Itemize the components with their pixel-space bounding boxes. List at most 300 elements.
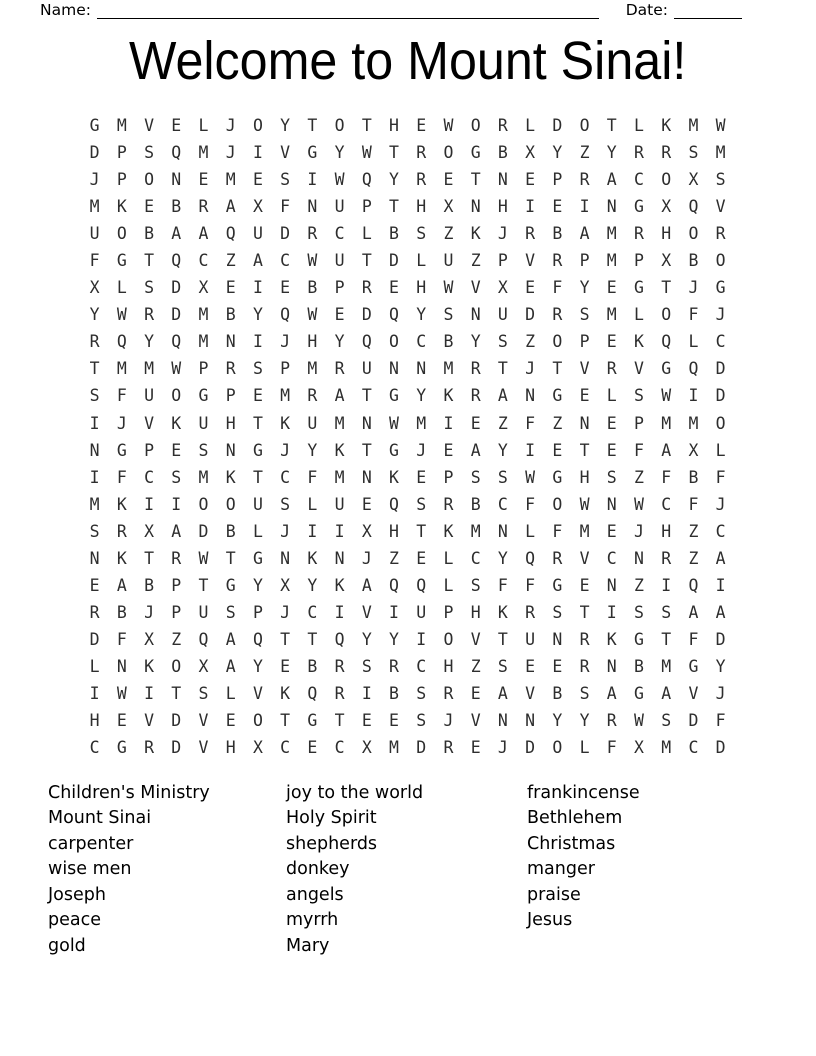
grid-letter: B xyxy=(688,467,699,487)
grid-letter: F xyxy=(116,386,127,406)
grid-letter: T xyxy=(552,359,563,379)
grid-letter: E xyxy=(416,548,427,568)
grid-letter: H xyxy=(225,413,236,433)
grid-letter: T xyxy=(606,116,617,135)
grid-letter: U xyxy=(252,494,263,514)
grid-letter: D xyxy=(361,305,372,325)
grid-letter: X xyxy=(443,197,454,217)
word-list-item: frankincense xyxy=(527,783,640,803)
grid-letter: Y xyxy=(307,440,318,460)
grid-letter: F xyxy=(525,575,536,595)
grid-letter: B xyxy=(497,143,508,163)
grid-letter: N xyxy=(171,170,182,190)
grid-letter: L xyxy=(198,116,209,135)
grid-letter: H xyxy=(497,197,508,217)
grid-letter: F xyxy=(497,575,508,595)
grid-letter: M xyxy=(198,332,209,352)
grid-letter: C xyxy=(144,467,155,487)
grid-letter: A xyxy=(715,602,726,622)
grid-letter: Q xyxy=(334,629,345,649)
grid-letter: D xyxy=(171,305,182,325)
grid-letter: R xyxy=(661,143,672,163)
grid-letter: L xyxy=(89,656,100,676)
grid-row xyxy=(81,112,734,139)
grid-letter: U xyxy=(497,305,508,325)
grid-letter: S xyxy=(470,575,481,595)
grid-letter: Q xyxy=(389,575,399,595)
grid-letter: U xyxy=(361,359,372,379)
grid-letter: P xyxy=(171,602,182,622)
word-list-item: Mount Sinai xyxy=(48,808,152,829)
grid-letter: V xyxy=(579,359,590,379)
grid-letter: W xyxy=(307,305,318,325)
grid-row xyxy=(81,301,734,328)
grid-letter: Y xyxy=(416,305,427,325)
grid-letter: O xyxy=(171,656,182,676)
grid-letter: D xyxy=(715,359,726,379)
grid-letter: E xyxy=(470,738,481,758)
grid-letter: W xyxy=(334,170,345,190)
grid-letter: E xyxy=(552,440,563,460)
grid-letter: Q xyxy=(280,305,291,325)
grid-letter: K xyxy=(661,116,672,135)
grid-letter: B xyxy=(307,278,318,298)
grid-letter: A xyxy=(661,440,672,460)
grid-letter: T xyxy=(171,683,182,703)
grid-letter: B xyxy=(307,656,318,676)
grid-letter: R xyxy=(361,278,372,298)
grid-letter: W xyxy=(525,467,536,487)
grid-letter: G xyxy=(225,575,236,595)
word-list-item: shepherds xyxy=(286,833,378,854)
grid-letter: O xyxy=(552,494,563,514)
grid-letter: T xyxy=(470,170,481,190)
grid-letter: S xyxy=(225,602,236,622)
grid-letter: Q xyxy=(171,143,182,163)
grid-letter: O xyxy=(688,224,699,244)
grid-letter: N xyxy=(497,521,508,541)
grid-row xyxy=(81,626,734,653)
grid-letter: X xyxy=(361,521,372,541)
grid-letter: Z xyxy=(552,413,563,433)
grid-letter: V xyxy=(470,711,481,731)
grid-letter: E xyxy=(89,575,100,595)
grid-letter: W xyxy=(634,494,644,514)
grid-letter: Y xyxy=(497,440,508,460)
grid-letter: C xyxy=(89,738,100,758)
grid-letter: O xyxy=(715,413,726,433)
grid-letter: N xyxy=(389,359,399,379)
grid-letter: W xyxy=(171,359,182,379)
grid-letter: X xyxy=(144,521,155,541)
grid-letter: S xyxy=(416,494,427,514)
grid-letter: N xyxy=(497,711,508,731)
grid-letter: E xyxy=(443,170,454,190)
grid-letter: F xyxy=(116,629,127,649)
grid-letter: M xyxy=(198,467,209,487)
grid-letter: W xyxy=(443,278,454,298)
grid-letter: K xyxy=(334,575,345,595)
grid-letter: P xyxy=(225,386,236,406)
grid-letter: V xyxy=(634,359,644,379)
grid-letter: R xyxy=(579,170,590,190)
grid-letter: F xyxy=(661,467,672,487)
grid-letter: T xyxy=(280,711,291,731)
grid-row xyxy=(81,572,734,599)
grid-letter: N xyxy=(634,548,644,568)
grid-letter: L xyxy=(225,683,236,703)
grid-letter: J xyxy=(715,305,726,325)
grid-letter: R xyxy=(334,359,345,379)
grid-letter: I xyxy=(89,467,100,487)
grid-letter: N xyxy=(470,305,481,325)
grid-letter: E xyxy=(552,197,563,217)
grid-letter: N xyxy=(307,197,318,217)
grid-letter: G xyxy=(470,143,481,163)
grid-letter: K xyxy=(443,521,454,541)
grid-letter: Y xyxy=(307,575,318,595)
grid-letter: C xyxy=(661,494,672,514)
grid-letter: O xyxy=(661,305,672,325)
grid-letter: Y xyxy=(252,656,263,676)
grid-row xyxy=(81,328,734,355)
grid-letter: M xyxy=(389,738,399,758)
grid-letter: H xyxy=(661,521,672,541)
word-list-item: Children's Ministry xyxy=(48,783,210,803)
grid-letter: L xyxy=(416,251,427,271)
grid-letter: J xyxy=(688,278,699,298)
grid-letter: E xyxy=(307,738,318,758)
grid-letter: B xyxy=(688,251,699,271)
grid-letter: S xyxy=(252,359,263,379)
grid-letter: M xyxy=(661,413,672,433)
grid-letter: P xyxy=(361,197,372,217)
grid-letter: L xyxy=(606,386,617,406)
grid-letter: W xyxy=(116,305,127,325)
grid-letter: Q xyxy=(661,332,672,352)
grid-letter: T xyxy=(307,116,318,135)
word-list-item: angels xyxy=(286,884,344,905)
grid-letter: N xyxy=(361,413,372,433)
grid-letter: C xyxy=(470,548,481,568)
grid-letter: M xyxy=(116,359,127,379)
grid-letter: J xyxy=(144,602,155,622)
grid-letter: W xyxy=(715,116,726,135)
grid-letter: Z xyxy=(688,548,699,568)
grid-letter: Y xyxy=(606,143,617,163)
grid-letter: W xyxy=(361,143,372,163)
grid-letter: E xyxy=(252,170,263,190)
grid-letter: Y xyxy=(252,575,263,595)
grid-letter: R xyxy=(470,359,481,379)
grid-letter: S xyxy=(198,440,209,460)
grid-letter: Q xyxy=(416,575,427,595)
grid-letter: Q xyxy=(171,251,182,271)
grid-letter: E xyxy=(606,413,617,433)
grid-letter: W xyxy=(661,386,672,406)
word-list-item: praise xyxy=(527,884,581,905)
grid-letter: W xyxy=(443,116,454,135)
grid-letter: A xyxy=(252,251,263,271)
grid-letter: S xyxy=(688,143,699,163)
grid-letter: A xyxy=(225,629,236,649)
grid-letter: U xyxy=(198,413,209,433)
grid-letter: C xyxy=(280,467,291,487)
grid-letter: C xyxy=(307,602,318,622)
grid-letter: U xyxy=(334,251,345,271)
grid-row xyxy=(81,653,734,680)
grid-letter: D xyxy=(715,629,726,649)
grid-letter: M xyxy=(198,143,209,163)
grid-letter: G xyxy=(715,278,726,298)
grid-letter: H xyxy=(307,332,318,352)
grid-letter: W xyxy=(307,251,318,271)
grid-letter: L xyxy=(634,305,644,325)
grid-letter: M xyxy=(416,413,427,433)
grid-letter: L xyxy=(361,224,372,244)
grid-letter: T xyxy=(416,521,427,541)
grid-letter: Q xyxy=(361,170,372,190)
grid-letter: N xyxy=(579,413,590,433)
grid-letter: A xyxy=(497,683,508,703)
grid-letter: K xyxy=(307,548,318,568)
grid-letter: R xyxy=(634,143,644,163)
grid-letter: E xyxy=(606,332,617,352)
grid-row xyxy=(81,599,734,626)
grid-letter: E xyxy=(416,116,427,135)
grid-letter: A xyxy=(688,602,699,622)
grid-letter: I xyxy=(252,143,263,163)
grid-row xyxy=(81,464,734,491)
grid-letter: I xyxy=(389,602,399,622)
grid-letter: C xyxy=(416,332,427,352)
grid-letter: F xyxy=(606,738,617,758)
grid-letter: N xyxy=(416,359,427,379)
grid-letter: P xyxy=(579,251,590,271)
grid-letter: J xyxy=(443,711,454,731)
grid-letter: E xyxy=(525,656,536,676)
grid-letter: P xyxy=(171,575,182,595)
grid-letter: Q xyxy=(116,332,127,352)
grid-letter: M xyxy=(116,116,127,135)
grid-letter: M xyxy=(89,494,100,514)
grid-letter: V xyxy=(361,602,372,622)
grid-letter: G xyxy=(634,629,644,649)
grid-letter: I xyxy=(606,602,617,622)
grid-letter: G xyxy=(252,548,263,568)
grid-letter: F xyxy=(688,494,699,514)
grid-row xyxy=(81,491,734,518)
grid-letter: F xyxy=(552,278,563,298)
grid-letter: A xyxy=(470,440,481,460)
grid-letter: O xyxy=(443,143,454,163)
grid-letter: G xyxy=(89,116,100,135)
grid-letter: Z xyxy=(470,656,481,676)
grid-letter: Z xyxy=(579,143,590,163)
grid-letter: D xyxy=(89,143,100,163)
grid-letter: G xyxy=(307,143,318,163)
grid-letter: Y xyxy=(416,386,427,406)
grid-letter: N xyxy=(89,440,100,460)
grid-letter: J xyxy=(715,494,726,514)
grid-letter: T xyxy=(361,116,372,135)
grid-letter: F xyxy=(688,305,699,325)
word-list-item: peace xyxy=(48,910,101,931)
grid-letter: V xyxy=(144,711,155,731)
grid-letter: N xyxy=(525,386,536,406)
grid-letter: Y xyxy=(334,332,345,352)
grid-letter: B xyxy=(116,602,127,622)
grid-letter: I xyxy=(144,494,155,514)
grid-letter: P xyxy=(579,332,590,352)
grid-letter: J xyxy=(280,332,291,352)
grid-letter: H xyxy=(389,521,399,541)
grid-letter: M xyxy=(144,359,155,379)
grid-letter: A xyxy=(661,683,672,703)
grid-letter: V xyxy=(525,251,536,271)
grid-letter: T xyxy=(661,278,672,298)
grid-letter: E xyxy=(443,440,454,460)
grid-letter: Z xyxy=(470,251,481,271)
grid-letter: P xyxy=(443,467,454,487)
grid-letter: E xyxy=(389,711,399,731)
grid-letter: T xyxy=(307,629,318,649)
grid-letter: O xyxy=(552,332,563,352)
grid-letter: F xyxy=(525,494,536,514)
word-list-item: Bethlehem xyxy=(527,808,623,829)
grid-letter: E xyxy=(579,575,590,595)
grid-letter: C xyxy=(334,738,345,758)
grid-letter: H xyxy=(389,116,399,135)
grid-letter: H xyxy=(416,197,427,217)
grid-letter: G xyxy=(389,386,399,406)
grid-letter: F xyxy=(634,440,644,460)
grid-letter: T xyxy=(280,629,291,649)
grid-letter: I xyxy=(361,683,372,703)
grid-letter: K xyxy=(171,413,182,433)
grid-letter: F xyxy=(525,413,536,433)
grid-row xyxy=(81,166,734,193)
grid-letter: X xyxy=(361,738,372,758)
grid-letter: G xyxy=(116,440,127,460)
grid-letter: N xyxy=(497,170,508,190)
grid-letter: B xyxy=(389,224,399,244)
grid-letter: J xyxy=(361,548,372,568)
grid-letter: M xyxy=(606,251,617,271)
grid-letter: B xyxy=(552,224,563,244)
grid-letter: R xyxy=(389,656,399,676)
grid-letter: B xyxy=(225,305,236,325)
date-label: Date: xyxy=(625,1,668,19)
grid-letter: Q xyxy=(688,197,699,217)
grid-letter: V xyxy=(144,413,155,433)
grid-letter: Y xyxy=(579,711,590,731)
grid-letter: I xyxy=(307,170,318,190)
grid-letter: R xyxy=(443,683,454,703)
word-list-item: donkey xyxy=(286,859,350,880)
grid-letter: Z xyxy=(443,224,454,244)
grid-letter: W xyxy=(116,683,127,703)
grid-letter: Z xyxy=(171,629,182,649)
grid-letter: D xyxy=(389,251,399,271)
grid-letter: S xyxy=(497,332,508,352)
grid-letter: L xyxy=(525,116,536,135)
grid-letter: A xyxy=(715,548,726,568)
grid-letter: D xyxy=(280,224,291,244)
grid-letter: Y xyxy=(579,278,590,298)
grid-letter: S xyxy=(144,278,155,298)
grid-letter: T xyxy=(144,548,155,568)
grid-letter: S xyxy=(606,467,617,487)
grid-letter: Y xyxy=(89,305,100,325)
grid-letter: Y xyxy=(144,332,155,352)
name-line xyxy=(97,2,599,19)
grid-letter: R xyxy=(552,548,563,568)
grid-letter: D xyxy=(525,305,536,325)
grid-letter: S xyxy=(198,683,209,703)
word-list-column xyxy=(286,781,423,959)
grid-letter: P xyxy=(144,440,155,460)
grid-row xyxy=(81,410,734,437)
grid-letter: X xyxy=(497,278,508,298)
word-list-column xyxy=(48,781,210,959)
grid-letter: S xyxy=(579,305,590,325)
grid-letter: S xyxy=(416,683,427,703)
grid-letter: X xyxy=(198,656,209,676)
grid-letter: E xyxy=(280,656,291,676)
grid-letter: Q xyxy=(688,359,699,379)
word-list-item: Joseph xyxy=(48,884,106,905)
grid-letter: X xyxy=(144,629,155,649)
grid-letter: Y xyxy=(470,332,481,352)
grid-letter: K xyxy=(116,548,127,568)
grid-letter: P xyxy=(198,359,209,379)
grid-letter: A xyxy=(606,170,617,190)
grid-letter: I xyxy=(144,683,155,703)
grid-letter: E xyxy=(470,413,481,433)
grid-letter: S xyxy=(443,305,454,325)
grid-letter: T xyxy=(89,359,100,379)
grid-letter: O xyxy=(225,494,236,514)
grid-letter: E xyxy=(225,278,236,298)
grid-letter: B xyxy=(144,224,155,244)
grid-letter: K xyxy=(280,413,291,433)
grid-letter: I xyxy=(252,332,263,352)
grid-letter: N xyxy=(525,711,536,731)
word-list-item: wise men xyxy=(48,859,132,880)
grid-letter: O xyxy=(334,116,345,135)
grid-letter: E xyxy=(198,170,209,190)
grid-letter: F xyxy=(715,467,726,487)
grid-row xyxy=(81,707,734,734)
grid-letter: X xyxy=(688,440,699,460)
grid-row xyxy=(81,437,734,464)
grid-letter: M xyxy=(225,170,236,190)
grid-letter: A xyxy=(198,224,209,244)
grid-letter: T xyxy=(579,602,590,622)
grid-letter: E xyxy=(389,278,399,298)
grid-letter: U xyxy=(334,494,345,514)
grid-letter: A xyxy=(116,575,127,595)
grid-letter: Y xyxy=(361,629,372,649)
grid-letter: Q xyxy=(252,629,263,649)
grid-letter: C xyxy=(198,251,209,271)
grid-letter: T xyxy=(361,251,372,271)
grid-letter: P xyxy=(116,143,127,163)
grid-letter: C xyxy=(715,332,726,352)
grid-letter: U xyxy=(252,224,263,244)
word-list-item: gold xyxy=(48,935,86,956)
